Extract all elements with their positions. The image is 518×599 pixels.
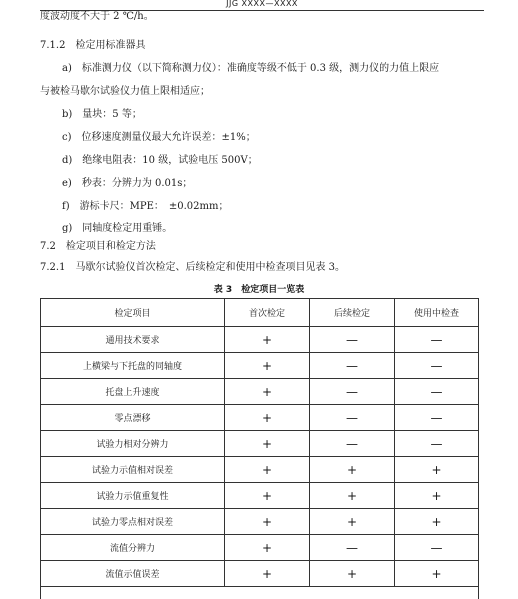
item-cell: 试验力相对分辨力 (41, 431, 225, 457)
mark-cell: + (395, 561, 479, 587)
mark-cell: + (225, 327, 310, 353)
list-item: e) 秒表：分辨力为 0.01s； (62, 177, 192, 191)
mark-cell: + (225, 431, 310, 457)
body-line: 度波动度不大于 2 ℃/h。 (40, 10, 154, 24)
list-item: b) 量块：5 等； (62, 108, 142, 122)
table-row (41, 535, 479, 561)
table-row (41, 561, 479, 587)
mark-cell: — (395, 327, 479, 353)
mark-cell: — (310, 379, 395, 405)
item-cell: 流值分辨力 (41, 535, 225, 561)
column-header: 使用中检查 (395, 299, 479, 327)
list-item: c) 位移速度测量仪最大允许误差：±1%； (62, 131, 256, 145)
section-heading: 7.2 检定项目和检定方法 (40, 240, 156, 254)
mark-cell: — (395, 379, 479, 405)
table-row (41, 483, 479, 509)
item-cell: 零点漂移 (41, 405, 225, 431)
item-cell: 试验力示值相对误差 (41, 457, 225, 483)
mark-cell: + (310, 561, 395, 587)
table-continuation (41, 587, 479, 599)
mark-cell: + (225, 535, 310, 561)
mark-cell: + (395, 457, 479, 483)
item-cell: 上横梁与下托盘的同轴度 (41, 353, 225, 379)
running-header: JJG XXXX—XXXX (40, 0, 484, 11)
mark-cell: + (225, 509, 310, 535)
table-row (41, 353, 479, 379)
table-trailing-row (41, 587, 479, 599)
mark-cell: — (395, 353, 479, 379)
mark-cell: + (225, 353, 310, 379)
mark-cell: + (225, 483, 310, 509)
mark-cell: — (395, 431, 479, 457)
item-cell: 流值示值误差 (41, 561, 225, 587)
mark-cell: — (395, 535, 479, 561)
column-header: 后续检定 (310, 299, 395, 327)
mark-cell: — (395, 405, 479, 431)
mark-cell: + (395, 483, 479, 509)
section-heading: 7.1.2 检定用标准器具 (40, 39, 145, 53)
mark-cell: — (310, 405, 395, 431)
list-item: g) 同轴度检定用重锤。 (62, 222, 172, 236)
mark-cell: + (225, 379, 310, 405)
item-cell: 托盘上升速度 (41, 379, 225, 405)
table-row (41, 509, 479, 535)
body-line: 与被检马歇尔试验仪力值上限相适应； (40, 85, 210, 99)
mark-cell: — (310, 327, 395, 353)
mark-cell: — (310, 353, 395, 379)
list-item: a) 标准测力仪（以下简称测力仪）：准确度等级不低于 0.3 级，测力仪的力值上限应 (62, 62, 439, 76)
mark-cell: + (225, 561, 310, 587)
table-row (41, 431, 479, 457)
table-title: 表 3 检定项目一览表 (0, 282, 518, 295)
item-cell: 试验力零点相对误差 (41, 509, 225, 535)
table-row (41, 379, 479, 405)
column-header: 检定项目 (41, 299, 225, 327)
mark-cell: + (395, 509, 479, 535)
table-row (41, 457, 479, 483)
column-header: 首次检定 (225, 299, 310, 327)
mark-cell: — (310, 431, 395, 457)
inspection-items-table (40, 298, 479, 599)
list-item: f) 游标卡尺：MPE： ±0.02mm； (62, 200, 228, 214)
mark-cell: + (225, 457, 310, 483)
mark-cell: — (310, 535, 395, 561)
table-header-row (41, 299, 479, 327)
mark-cell: + (310, 483, 395, 509)
item-cell: 通用技术要求 (41, 327, 225, 353)
mark-cell: + (310, 457, 395, 483)
table-row (41, 327, 479, 353)
mark-cell: + (310, 509, 395, 535)
body-line: 7.2.1 马歇尔试验仪首次检定、后续检定和使用中检查项目见表 3。 (40, 261, 345, 275)
list-item: d) 绝缘电阻表：10 级，试验电压 500V； (62, 154, 258, 168)
table-row (41, 405, 479, 431)
item-cell: 试验力示值重复性 (41, 483, 225, 509)
mark-cell: + (225, 405, 310, 431)
